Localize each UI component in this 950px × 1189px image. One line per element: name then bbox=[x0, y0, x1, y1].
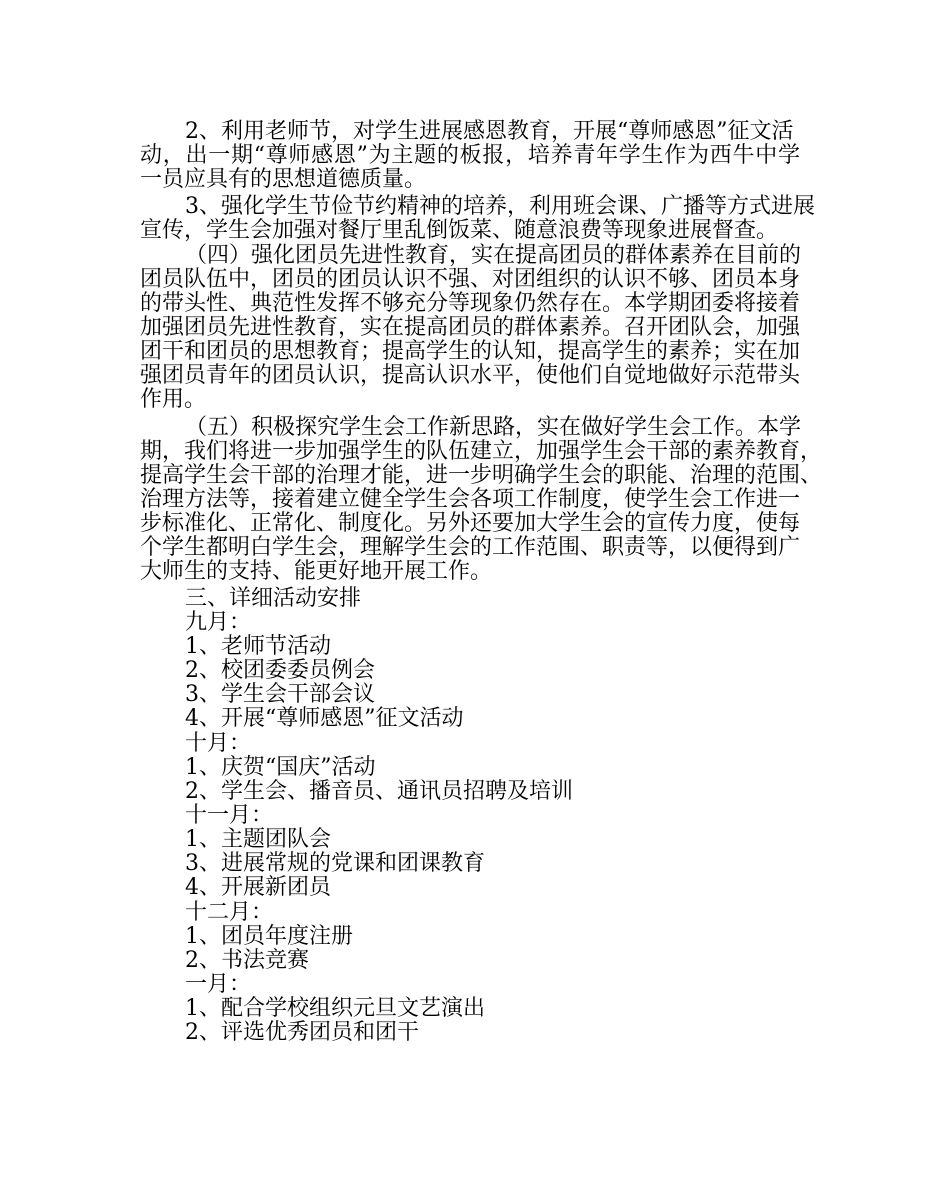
text-line: 2、利用老师节，对学生进展感恩教育，开展“尊师感恩”征文活 bbox=[185, 119, 794, 144]
text-line: 动，出一期“尊师感恩”为主题的板报，培养青年学生作为西牛中学 bbox=[140, 143, 800, 168]
month-heading: 十月： bbox=[185, 731, 252, 756]
text-line: 团员队伍中，团员的团员认识不强、对团组织的认识不够、团员本身 bbox=[140, 267, 801, 292]
text-line: 作用。 bbox=[140, 387, 207, 412]
schedule-item: 4、开展“尊师感恩”征文活动 bbox=[185, 706, 464, 731]
text-line: 个学生都明白学生会，理解学生会的工作范围、职责等，以便得到广 bbox=[140, 535, 801, 560]
schedule-item: 3、学生会干部会议 bbox=[185, 682, 375, 707]
schedule-item: 1、配合学校组织元旦文艺演出 bbox=[185, 996, 485, 1021]
month-heading: 九月： bbox=[185, 610, 252, 635]
text-line: 的带头性、典范性发挥不够充分等现象仍然存在。本学期团委将接着 bbox=[140, 291, 801, 316]
text-line: （五）积极探究学生会工作新思路，实在做好学生会工作。本学 bbox=[185, 415, 802, 440]
schedule-item: 1、主题团队会 bbox=[185, 827, 331, 852]
month-heading: 十一月： bbox=[185, 803, 274, 828]
schedule-item: 3、进展常规的党课和团课教育 bbox=[185, 851, 485, 876]
text-line: 加强团员先进性教育，实在提高团员的群体素养。召开团队会，加强 bbox=[140, 315, 801, 340]
schedule-item: 2、校团委委员例会 bbox=[185, 658, 375, 683]
month-heading: 一月： bbox=[185, 972, 252, 997]
text-line: 3、强化学生节俭节约精神的培养，利用班会课、广播等方式进展 bbox=[185, 194, 815, 219]
text-line: （四）强化团员先进性教育，实在提高团员的群体素养在目前的 bbox=[185, 243, 802, 268]
text-line: 提高学生会干部的治理才能，进一步明确学生会的职能、治理的范围、 bbox=[140, 463, 823, 488]
text-line: 强团员青年的团员认识，提高认识水平，使他们自觉地做好示范带头 bbox=[140, 363, 801, 388]
schedule-item: 1、庆贺“国庆”活动 bbox=[185, 755, 376, 780]
schedule-item: 2、学生会、播音员、通讯员招聘及培训 bbox=[185, 779, 573, 804]
text-line: 一员应具有的思想道德质量。 bbox=[140, 167, 427, 192]
text-line: 宣传，学生会加强对餐厅里乱倒饭菜、随意浪费等现象进展督查。 bbox=[140, 218, 779, 243]
text-line: 期，我们将进一步加强学生的队伍建立，加强学生会干部的素养教育， bbox=[140, 439, 823, 464]
text-line: 团干和团员的思想教育；提高学生的认知，提高学生的素养；实在加 bbox=[140, 339, 801, 364]
text-line: 步标准化、正常化、制度化。另外还要加大学生会的宣传力度，使每 bbox=[140, 511, 801, 536]
schedule-item: 2、书法竞赛 bbox=[185, 948, 309, 973]
schedule-item: 4、开展新团员 bbox=[185, 875, 331, 900]
text-line: 治理方法等，接着建立健全学生会各项工作制度，使学生会工作进一 bbox=[140, 487, 801, 512]
schedule-item: 2、评选优秀团员和团干 bbox=[185, 1020, 419, 1045]
month-heading: 十二月： bbox=[185, 900, 274, 925]
schedule-item: 1、老师节活动 bbox=[185, 634, 331, 659]
schedule-item: 1、团员年度注册 bbox=[185, 924, 353, 949]
text-line: 大师生的支持、能更好地开展工作。 bbox=[140, 559, 493, 584]
section-heading: 三、详细活动安排 bbox=[185, 586, 362, 611]
